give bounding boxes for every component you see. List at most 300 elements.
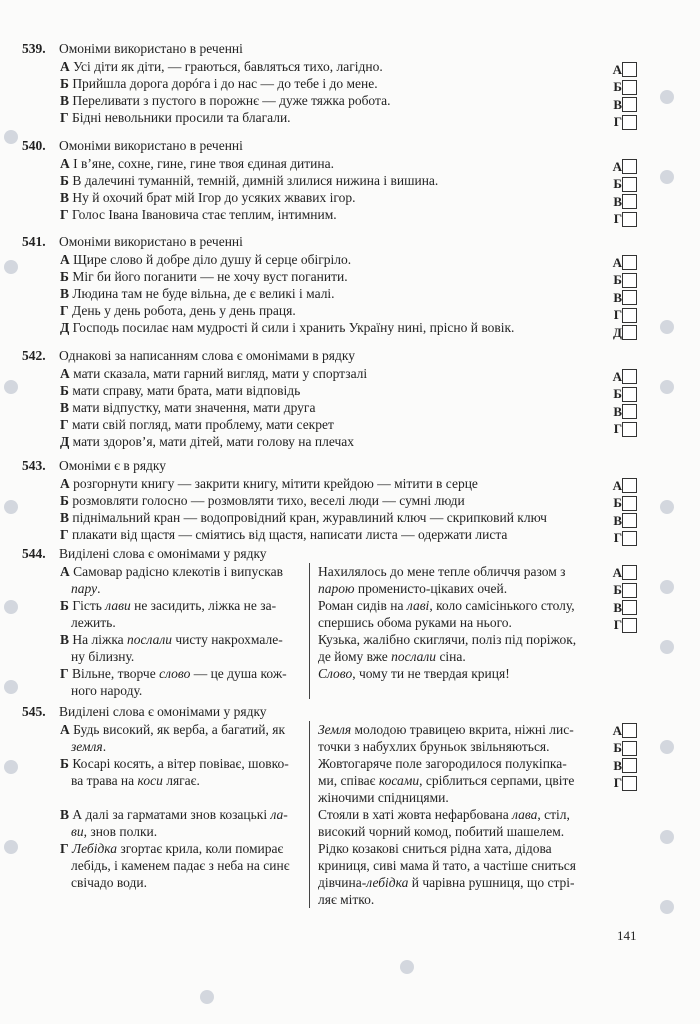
answer-checkbox[interactable] [622, 369, 637, 384]
answer-letter: А [612, 254, 622, 270]
answer-letter: А [612, 368, 622, 384]
text-line [60, 648, 303, 665]
option-letter: Б [60, 598, 73, 613]
question-title: Виділені слова є омонімами у рядку [59, 704, 267, 719]
answer-option-Г[interactable] [612, 421, 637, 439]
question-540 [22, 137, 602, 223]
option-letter: Д [60, 434, 70, 449]
answer-option-Д[interactable] [612, 324, 637, 342]
watermark-logo-icon [660, 380, 674, 394]
question-header [22, 137, 602, 155]
question-number: 541. [22, 234, 46, 249]
answer-option-Б[interactable] [612, 740, 637, 758]
text-segment: . [102, 739, 107, 754]
text-line [60, 823, 303, 840]
answer-option-Б[interactable] [612, 495, 637, 513]
option-text: Людина там не буде вільна, де є великі і малі. [72, 286, 335, 301]
text-segment: дівчина- [318, 875, 367, 890]
answer-letter: Б [613, 79, 622, 95]
answer-boxes-544 [612, 564, 637, 634]
answer-letter: В [613, 96, 622, 112]
two-column-table [60, 563, 602, 699]
answer-option-Б[interactable] [612, 176, 637, 194]
option-Б [22, 75, 602, 92]
watermark-logo-icon [660, 320, 674, 334]
two-column-table [60, 721, 602, 908]
question-number: 542. [22, 348, 46, 363]
answer-letter: Г [613, 114, 622, 130]
answer-checkbox[interactable] [622, 325, 637, 340]
highlighted-word: Лебідка [71, 841, 118, 856]
option-letter: Б [60, 383, 69, 398]
question-title: Омоніми є в рядку [59, 458, 167, 473]
option-text: розгорнути книгу — закрити книгу, мітити крейдою — мітити в серце [73, 476, 478, 491]
text-line [318, 772, 606, 789]
answer-letter: В [613, 403, 622, 419]
answer-letter: В [613, 289, 622, 305]
highlighted-word: лаві [406, 598, 430, 613]
highlighted-word: ла- [270, 807, 288, 822]
question-header [22, 233, 602, 251]
answer-letter: Б [613, 272, 622, 288]
text-segment: Нахилялось до мене тепле обличчя разом з [318, 564, 566, 579]
option-letter: В [60, 510, 70, 525]
option-text: Міг би його поганити — не хочу вуст поганити. [72, 269, 348, 284]
row-right-cell [310, 806, 606, 840]
option-letter: Б [60, 756, 73, 771]
text-segment: високий чорний комод, побитий шашелем. [318, 824, 565, 839]
text-segment: точки з набухлих бруньок звільняються. [318, 739, 550, 754]
answer-option-В[interactable] [612, 512, 637, 530]
watermark-logo-icon [660, 640, 674, 654]
answer-checkbox[interactable] [622, 212, 637, 227]
highlighted-word: ви [71, 824, 84, 839]
answer-option-В[interactable] [612, 403, 637, 421]
text-segment: чисту накрохмале- [171, 632, 283, 647]
answer-boxes-539 [612, 61, 637, 131]
highlighted-word: пару [71, 581, 98, 596]
option-В [22, 92, 602, 109]
row-left-cell [60, 665, 310, 699]
answer-option-Г[interactable] [612, 617, 637, 635]
option-letter: В [60, 190, 70, 205]
text-segment: Роман сидів на [318, 598, 407, 613]
answer-option-А[interactable] [612, 477, 637, 495]
highlighted-word: послали [391, 649, 437, 664]
option-letter: А [60, 156, 70, 171]
text-segment: , коло самісінького столу, [429, 598, 575, 613]
answer-option-А[interactable] [612, 722, 637, 740]
watermark-logo-icon [660, 500, 674, 514]
option-letter: В [60, 93, 70, 108]
answer-option-Г[interactable] [612, 775, 637, 793]
answer-checkbox[interactable] [622, 758, 637, 773]
text-segment: молодою травицею вкрита, ніжні лис- [351, 722, 574, 737]
answer-option-Г[interactable] [612, 530, 637, 548]
answer-option-В[interactable] [612, 96, 637, 114]
row-right-cell [310, 631, 606, 665]
highlighted-word: послали [127, 632, 172, 647]
option-text: розмовляти голосно — розмовляти тихо, веселі люди — сумні люди [72, 493, 465, 508]
watermark-logo-icon [4, 130, 18, 144]
option-letter: В [60, 400, 70, 415]
row-left-cell [60, 563, 310, 597]
watermark-logo-icon [4, 380, 18, 394]
answer-letter: Г [613, 211, 622, 227]
text-segment: , стіл, [537, 807, 570, 822]
answer-checkbox[interactable] [622, 565, 637, 580]
row-right-cell [310, 721, 606, 755]
option-А [22, 58, 602, 75]
text-line [60, 772, 303, 789]
option-letter: А [60, 476, 70, 491]
text-line [318, 738, 606, 755]
answer-checkbox[interactable] [622, 723, 637, 738]
text-line [318, 891, 606, 908]
question-title: Омоніми використано в реченні [59, 138, 243, 153]
text-segment: ного народу. [71, 683, 143, 698]
text-segment: й чарівна рушниця, що стрі- [408, 875, 575, 890]
text-segment: Косарі косять, а вітер повіває, шовко- [72, 756, 289, 771]
text-line [60, 665, 303, 682]
text-segment: , знов полки. [83, 824, 158, 839]
answer-letter: В [613, 757, 622, 773]
answer-checkbox[interactable] [622, 422, 637, 437]
text-segment: Кузька, жалібно скиглячи, поліз під поріжок, [318, 632, 577, 647]
option-letter: Д [60, 320, 70, 335]
answer-option-А[interactable] [612, 564, 637, 582]
text-line [60, 721, 303, 738]
answer-letter: А [612, 564, 622, 580]
text-segment: спершись обома руками на нього. [318, 615, 512, 630]
question-number: 545. [22, 704, 46, 719]
option-letter: Г [60, 207, 69, 222]
answer-boxes-545 [612, 722, 637, 792]
option-text: Бідні невольники просили та благали. [71, 110, 291, 125]
option-А [22, 155, 602, 172]
watermark-logo-icon [660, 580, 674, 594]
answer-letter: Г [613, 775, 622, 791]
answer-letter: Б [613, 582, 622, 598]
text-segment: криниця, сиві мама й тато, а частіше сниться [318, 858, 576, 873]
text-segment: променисто-цікавих очей. [354, 581, 508, 596]
option-letter: Г [60, 527, 69, 542]
answer-option-А[interactable] [612, 61, 637, 79]
answer-letter: А [612, 722, 622, 738]
option-В [22, 509, 602, 526]
answer-checkbox[interactable] [622, 478, 637, 493]
option-text: мати відпустку, мати значення, мати друга [72, 400, 316, 415]
option-Б [22, 172, 602, 189]
option-Б [22, 268, 602, 285]
watermark-logo-icon [660, 900, 674, 914]
answer-option-Б[interactable] [612, 386, 637, 404]
text-line [60, 580, 303, 597]
watermark-logo-icon [4, 760, 18, 774]
option-letter: А [60, 722, 74, 737]
answer-option-Б[interactable] [612, 582, 637, 600]
text-line [60, 563, 303, 580]
option-Д [22, 319, 602, 336]
answer-checkbox[interactable] [622, 741, 637, 756]
option-letter: Г [60, 841, 72, 856]
question-544 [22, 545, 602, 699]
answer-checkbox[interactable] [622, 177, 637, 192]
option-text: Господь посилає нам мудрості й сили і хранить Україну нині, прісно й вовік. [72, 320, 515, 335]
answer-checkbox[interactable] [622, 531, 637, 546]
option-text: Щире слово й добре діло душу й серце обігріло. [73, 252, 352, 267]
answer-letter: Б [613, 740, 622, 756]
answer-checkbox[interactable] [622, 80, 637, 95]
text-line [318, 806, 606, 823]
option-text: плакати від щастя — сміятись від щастя, написати листа — одержати листа [71, 527, 508, 542]
answer-checkbox[interactable] [622, 115, 637, 130]
text-segment: де йому вже [318, 649, 392, 664]
answer-checkbox[interactable] [622, 308, 637, 323]
text-line [318, 665, 606, 682]
question-title: Однакові за написанням слова є омонімами в рядку [59, 348, 355, 363]
answer-letter: Б [613, 176, 622, 192]
option-В [22, 285, 602, 302]
answer-option-В[interactable] [612, 757, 637, 775]
answer-checkbox[interactable] [622, 496, 637, 511]
answer-boxes-542 [612, 368, 637, 438]
text-line [318, 721, 606, 738]
text-segment: ми, співає [318, 773, 379, 788]
text-line [318, 823, 606, 840]
answer-option-В[interactable] [612, 599, 637, 617]
text-line [60, 614, 303, 631]
watermark-logo-icon [660, 830, 674, 844]
row-left-cell [60, 721, 310, 755]
text-line [60, 840, 303, 857]
question-header [22, 40, 602, 58]
answer-checkbox[interactable] [622, 194, 637, 209]
question-title: Виділені слова є омонімами у рядку [59, 546, 267, 561]
option-text: Усі діти як діти, — граються, бавляться тихо, лагідно. [73, 59, 383, 74]
question-number: 539. [22, 41, 46, 56]
option-А [22, 251, 602, 268]
option-Б [22, 492, 602, 509]
option-letter: В [60, 632, 73, 647]
answer-checkbox[interactable] [622, 97, 637, 112]
option-Г [22, 416, 602, 433]
text-segment: Вільне, творче [71, 666, 160, 681]
answer-checkbox[interactable] [622, 776, 637, 791]
page-number: 141 [617, 928, 637, 943]
watermark-logo-icon [660, 740, 674, 754]
highlighted-word: земля [71, 739, 103, 754]
text-segment: свічадо води. [71, 875, 148, 890]
answer-checkbox[interactable] [622, 600, 637, 615]
text-segment: . [97, 581, 101, 596]
answer-letter: Г [613, 307, 622, 323]
highlighted-word: лави [105, 598, 131, 613]
text-segment: Гість [72, 598, 106, 613]
watermark-logo-icon [660, 170, 674, 184]
answer-checkbox[interactable] [622, 513, 637, 528]
option-letter: А [60, 252, 70, 267]
answer-option-Г[interactable] [612, 307, 637, 325]
text-line [60, 682, 303, 699]
option-Г [22, 526, 602, 543]
question-539 [22, 40, 602, 126]
answer-checkbox[interactable] [622, 387, 637, 402]
option-letter: Б [60, 173, 69, 188]
question-number: 544. [22, 546, 46, 561]
option-letter: Г [60, 303, 69, 318]
option-В [22, 399, 602, 416]
text-segment: ва трава на [71, 773, 138, 788]
answer-option-А[interactable] [612, 368, 637, 386]
option-letter: Б [60, 76, 69, 91]
question-541 [22, 233, 602, 336]
text-line [60, 806, 303, 823]
text-line [318, 563, 606, 580]
answer-option-Б[interactable] [612, 272, 637, 290]
option-text: мати справу, мати брата, мати відповідь [72, 383, 301, 398]
text-line [318, 755, 606, 772]
option-А [22, 365, 602, 382]
text-segment: лягає. [162, 773, 200, 788]
question-header [22, 545, 602, 563]
answer-letter: В [613, 193, 622, 209]
text-line [318, 840, 606, 857]
text-segment: лежить. [71, 615, 116, 630]
text-segment: А далі за гарматами знов козацькі [72, 807, 271, 822]
text-segment: ляє мітко. [318, 892, 375, 907]
answer-checkbox[interactable] [622, 159, 637, 174]
highlighted-word: слово [159, 666, 191, 681]
text-segment: жіночими спідницями. [318, 790, 449, 805]
text-line [60, 631, 303, 648]
option-text: мати свій погляд, мати проблему, мати секрет [71, 417, 334, 432]
answer-option-Г[interactable] [612, 114, 637, 132]
watermark-logo-icon [4, 840, 18, 854]
option-letter: А [60, 366, 70, 381]
text-segment: На ліжка [72, 632, 128, 647]
text-segment: згортає крила, коли помирає [117, 841, 284, 856]
highlighted-word: коси [137, 773, 163, 788]
row-right-cell [310, 563, 606, 597]
answer-option-Б[interactable] [612, 79, 637, 97]
answer-option-А[interactable] [612, 254, 637, 272]
text-line [60, 874, 303, 891]
answer-option-А[interactable] [612, 158, 637, 176]
option-text: Голос Івана Івановича стає теплим, інтимним. [71, 207, 337, 222]
answer-checkbox[interactable] [622, 290, 637, 305]
text-segment: не засидить, ліжка не за- [130, 598, 277, 613]
highlighted-word: Земля [318, 722, 352, 737]
question-number: 543. [22, 458, 46, 473]
option-letter: В [60, 807, 73, 822]
text-line [60, 597, 303, 614]
answer-checkbox[interactable] [622, 273, 637, 288]
watermark-logo-icon [4, 600, 18, 614]
row-right-cell [310, 665, 606, 699]
text-line [318, 580, 606, 597]
answer-option-Г[interactable] [612, 211, 637, 229]
text-segment: Жовтогаряче поле загородилося полукіпка- [318, 756, 567, 771]
question-header [22, 703, 602, 721]
answer-checkbox[interactable] [622, 404, 637, 419]
text-segment: Рідко козакові сниться рідна хата, дідова [318, 841, 552, 856]
option-text: День у день робота, день у день праця. [71, 303, 296, 318]
answer-checkbox[interactable] [622, 618, 637, 633]
row-left-cell [60, 755, 310, 806]
row-right-cell [310, 755, 606, 806]
answer-checkbox[interactable] [622, 583, 637, 598]
highlighted-word: косами [378, 773, 420, 788]
text-line [318, 874, 606, 891]
answer-option-В[interactable] [612, 193, 637, 211]
answer-letter: Б [613, 495, 622, 511]
highlighted-word: парою [318, 581, 355, 596]
watermark-logo-icon [4, 260, 18, 274]
text-line [318, 648, 606, 665]
question-title: Омоніми використано в реченні [59, 234, 243, 249]
watermark-logo-icon [200, 990, 214, 1004]
option-letter: Г [60, 417, 69, 432]
row-left-cell [60, 840, 310, 908]
option-text: Прийшла дорога дорóга і до нас — до тебе і до мене. [72, 76, 378, 91]
question-header [22, 457, 602, 475]
answer-letter: А [612, 477, 622, 493]
text-segment: , чому ти не твердая криця! [352, 666, 510, 681]
text-line [60, 857, 303, 874]
answer-boxes-541 [612, 254, 637, 342]
highlighted-word: Слово [318, 666, 353, 681]
answer-boxes-543 [612, 477, 637, 547]
question-title: Омоніми використано в реченні [59, 41, 243, 56]
option-В [22, 189, 602, 206]
option-letter: Б [60, 269, 69, 284]
answer-letter: Д [613, 324, 622, 340]
answer-checkbox[interactable] [622, 255, 637, 270]
answer-letter: А [612, 158, 622, 174]
option-letter: Г [60, 110, 69, 125]
option-text: мати сказала, мати гарний вигляд, мати у спортзалі [73, 366, 368, 381]
row-right-cell [310, 840, 606, 908]
watermark-logo-icon [400, 960, 414, 974]
text-line [60, 755, 303, 772]
question-542 [22, 347, 602, 450]
text-line [318, 789, 606, 806]
text-line [60, 738, 303, 755]
option-Г [22, 206, 602, 223]
option-text: піднімальний кран — водопровідний кран, журавлиний ключ — скрипковий ключ [72, 510, 547, 525]
answer-letter: В [613, 512, 622, 528]
text-line [318, 614, 606, 631]
watermark-logo-icon [660, 90, 674, 104]
watermark-logo-icon [4, 680, 18, 694]
row-left-cell [60, 806, 310, 840]
option-text: Переливати з пустого в порожнє — дуже тяжка робота. [72, 93, 391, 108]
text-line [318, 631, 606, 648]
text-line [318, 857, 606, 874]
answer-letter: А [612, 61, 622, 77]
answer-checkbox[interactable] [622, 62, 637, 77]
row-left-cell [60, 597, 310, 631]
answer-option-В[interactable] [612, 289, 637, 307]
option-text: мати здоров’я, мати дітей, мати голову на плечах [72, 434, 355, 449]
text-segment: — це душа кож- [190, 666, 287, 681]
option-text: Ну й охочий брат мій Ігор до усяких жвавих ігор. [72, 190, 356, 205]
watermark-logo-icon [4, 500, 18, 514]
text-line [318, 597, 606, 614]
option-Г [22, 109, 602, 126]
question-543 [22, 457, 602, 543]
